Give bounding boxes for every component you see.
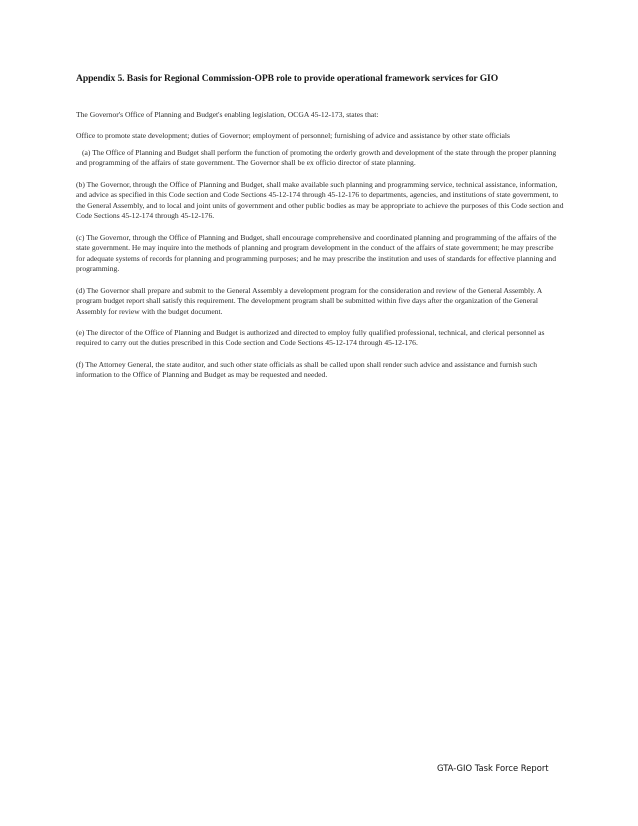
document-body [76,110,564,391]
intro-paragraph: The Governor's Office of Planning and Budget's enabling legislation, OCGA 45-12-173, states that: [76,110,379,119]
subsection-a: (a) The Office of Planning and Budget shall perform the function of promoting the orderly growth and development of the state through the proper planning and programming of the affairs of state government. The Governor shall be ex officio director of state planning. [76,147,557,168]
code-section-title: Office to promote state development; duties of Governor; employment of personnel; furnishing of advice and assistance by other state officials [76,131,510,141]
footer-report-title: GTA-GIO Task Force Report [437,763,549,773]
subsection-b: (b) The Governor, through the Office of Planning and Budget, shall make available such planning and programming service, technical assistance, information, and advice as specified in this Code section and Code Sections 45-12-174 through 45-12-176 to departments, agencies, and institutions of state government, to the General Assembly, and to local and joint units of government and other public bodies as may be appropriate to achieve the purposes of this Code section and Code Sections 45-12-174 through 45-12-176. [76,179,564,221]
subsection-d: (d) The Governor shall prepare and submit to the General Assembly a development program for the consideration and review of the General Assembly. A program budget report shall satisfy this requirement. The development program shall be submitted within five days after the organization of the General Assembly for review with the budget document. [76,285,542,316]
subsection-c: (c) The Governor, through the Office of Planning and Budget, shall encourage comprehensive and coordinated planning and programming of the affairs of the state government. He may inquire into the methods of planning and program development in the conduct of the affairs of state government; he may prescribe for adequate systems of records for planning and programming purposes; and he may prescribe the institution and uses of standards for effective planning and programming. [76,232,557,274]
subsection-f: (f) The Attorney General, the state auditor, and such other state officials as shall be called upon shall render such advice and assistance and furnish such information to the Office of Planning and Budget as may be requested and needed. [76,359,538,380]
subsection-e: (e) The director of the Office of Planning and Budget is authorized and directed to employ fully qualified professional, technical, and clerical personnel as required to carry out the duties prescribed in this Code section and Code Sections 45-12-174 through 45-12-176. [76,327,545,348]
appendix-heading: Appendix 5. Basis for Regional Commission-OPB role to provide operational framework services for GIO [76,73,499,84]
